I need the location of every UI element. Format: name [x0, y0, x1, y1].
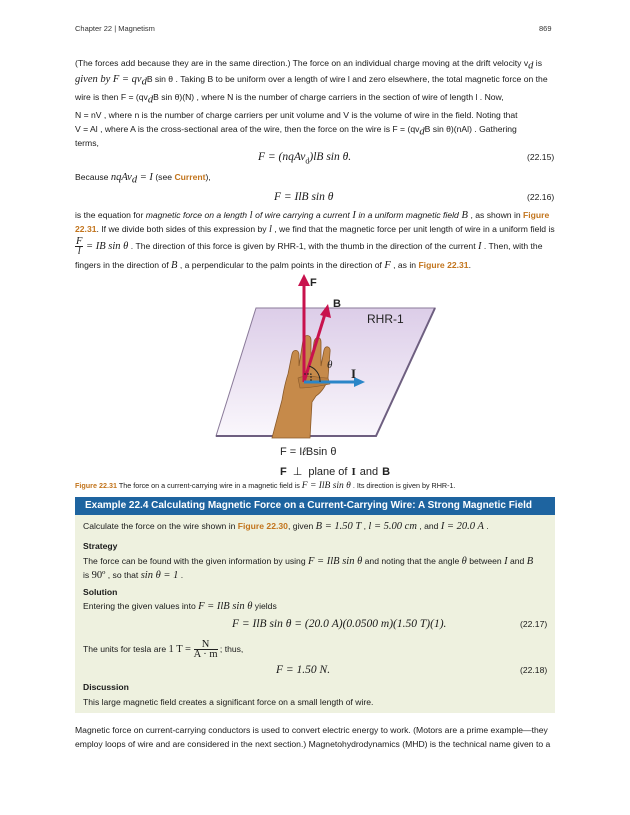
current-label: I [351, 366, 357, 381]
fraction-N-over-Am: $\frac{N}{A \cdot m}$ [193, 639, 218, 660]
page-number: 869 [539, 24, 552, 33]
figure-caption: Figure 22.31 The force on a current-carrying wire in a magnetic field is F = IlB sin θ . Its direction is given by RHR-1. [75, 481, 456, 491]
force-label: F [310, 277, 317, 289]
solution-line: Entering the given values into F = IlB sin θ yields [83, 601, 277, 612]
example-title: Example 22.4 Calculating Magnetic Force on a Current-Carrying Wire: A Strong Magnetic Field [75, 497, 555, 515]
paragraph-line: (The forces add because they are in the same direction.) The force on an individual charge moving at the drift velocity $v_d$ is [75, 58, 543, 72]
discussion-heading: Discussion [83, 682, 129, 692]
strategy-heading: Strategy [83, 541, 118, 551]
paragraph-line: N = nV , where n is the number of charge carriers per unit volume and V is the volume of wire in the field. Noting that [75, 110, 518, 120]
strategy-line: is 90º , so that sin θ = 1 . [83, 570, 184, 581]
equation-number: (22.16) [527, 192, 555, 202]
example-intro: Calculate the force on the wire shown in Figure 22.30, given B = 1.50 T , l = 5.00 cm , and I = 20.0 A . [83, 521, 489, 532]
magnetic-field-label: B [333, 298, 341, 310]
solution-heading: Solution [83, 587, 118, 597]
rhr-1-label: RHR-1 [367, 312, 404, 326]
figure-formula: F = IℓBsin θ [280, 446, 337, 458]
paragraph-line: $\frac{F}{l}$ = IB sin θ . The direction of this force is given by RHR-1, with the thumb in the direction of the current I . Then, with the [76, 236, 543, 258]
paragraph-line: Magnetic force on current-carrying conductors is used to convert electric energy to work. (Motors are a prime example—they [75, 725, 548, 735]
figure-perpendicular-statement: F ⊥ plane of I and B [280, 466, 391, 478]
paragraph-line: terms, [75, 138, 99, 148]
page-header-chapter: Chapter 22 | Magnetism [75, 24, 155, 33]
link-current[interactable]: Current [174, 172, 206, 182]
paragraph-line: is the equation for magnetic force on a length l of wire carrying a current I in a uniform magnetic field B , as shown in Figure [75, 210, 550, 221]
paragraph-line: given by $F = qv_dB$ sin θ . Taking B to be uniform over a length of wire l and zero elsewhere, the total magnetic force on the [75, 74, 548, 88]
equation-22-15: F = (nqAv$_d$)lB sin θ. [258, 151, 352, 166]
equation-number: (22.17) [520, 619, 548, 629]
equation-22-18: F = 1.50 N. [276, 664, 331, 676]
link-figure-22-30[interactable]: Figure 22.30 [237, 521, 288, 531]
fraction-F-over-l: $\frac{F}{l}$ [76, 236, 83, 258]
units-line: The units for tesla are 1 T = $\frac{N}{A \cdot m}$ ; thus, [83, 639, 244, 660]
discussion-text: This large magnetic field creates a significant force on a small length of wire. [83, 697, 374, 707]
equation-22-17: F = IlB sin θ = (20.0 A)(0.0500 m)(1.50 T)(1). [232, 618, 447, 630]
paragraph-line: 22.31. If we divide both sides of this expression by l , we find that the magnetic force per unit length of wire in a uniform field is [75, 224, 555, 235]
paragraph-line: employ loops of wire and are considered in the next section.) Magnetohydrodynamics (MHD) is the technical name given to a [75, 739, 551, 749]
equation-number: (22.18) [520, 665, 548, 675]
paragraph-line: Because nqAv$_d$ = I (see Current), [75, 172, 211, 186]
strategy-line: The force can be found with the given information by using F = IlB sin θ and noting that the angle θ between I and B [83, 556, 534, 567]
link-figure-22-31[interactable]: 22.31 [75, 224, 97, 234]
equation-22-16: F = IlB sin θ [274, 191, 334, 203]
paragraph-line: fingers in the direction of B , a perpendicular to the palm points in the direction of F , as in Figure 22.31. [75, 260, 471, 271]
paragraph-line: wire is then $F = (qv_dB$ sin θ)(N) , where N is the number of charge carriers in the section of wire of length l . Now, [75, 92, 504, 106]
paragraph-line: V = Al , where A is the cross-sectional area of the wire, then the force on the wire is $F = (qv_dB$ sin θ)(nAl) . Gathering [75, 124, 517, 138]
equation-number: (22.15) [527, 152, 555, 162]
figure-22-31 [200, 270, 440, 480]
angle-label: θ [327, 359, 333, 371]
link-figure-22-31[interactable]: Figure 22.31 [418, 260, 469, 270]
force-arrowhead [298, 274, 310, 286]
link-figure-22-31[interactable]: Figure [523, 210, 550, 220]
